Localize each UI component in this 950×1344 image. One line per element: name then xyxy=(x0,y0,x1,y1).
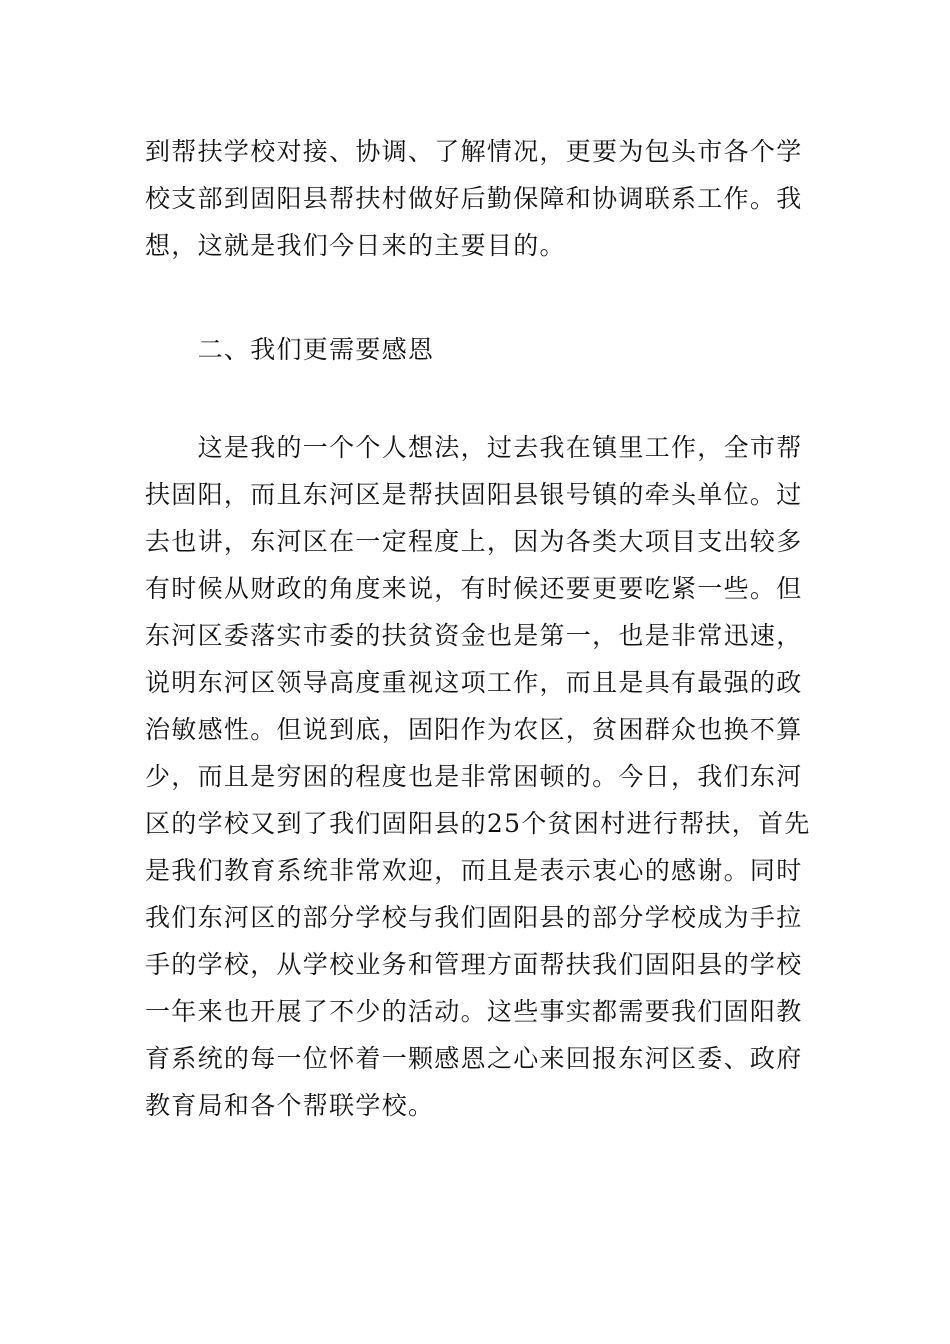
paragraph-line: 我们东河区的部分学校与我们固阳县的部分学校成为手拉 xyxy=(145,903,803,932)
paragraph-line: 一年来也开展了不少的活动。这些事实都需要我们固阳教 xyxy=(145,997,803,1026)
paragraph-line: 教育局和各个帮联学校。 xyxy=(145,1091,435,1120)
paragraph-line: 育系统的每一位怀着一颗感恩之心来回报东河区委、政府 xyxy=(145,1044,803,1073)
paragraph-line: 有时候从财政的角度来说，有时候还要更要吃紧一些。但 xyxy=(145,574,803,603)
paragraph-line: 东河区委落实市委的扶贫资金也是第一，也是非常迅速， xyxy=(145,621,803,650)
paragraph-gratitude xyxy=(145,424,811,1129)
paragraph-line: 扶固阳，而且东河区是帮扶固阳县银号镇的牵头单位。过 xyxy=(145,480,803,509)
paragraph-line: 手的学校，从学校业务和管理方面帮扶我们固阳县的学校 xyxy=(145,950,803,979)
paragraph-line: 校支部到固阳县帮扶村做好后勤保障和协调联系工作。我 xyxy=(145,184,803,213)
paragraph-line: 少，而且是穷困的程度也是非常困顿的。今日，我们东河 xyxy=(145,762,803,791)
paragraph-line: 想，这就是我们今日来的主要目的。 xyxy=(145,231,566,260)
paragraph-line: 区的学校又到了我们固阳县的25个贫困村进行帮扶，首先 xyxy=(145,809,811,838)
paragraph-line: 是我们教育系统非常欢迎，而且是表示衷心的感谢。同时 xyxy=(145,856,803,885)
paragraph-line: 说明东河区领导高度重视这项工作，而且是具有最强的政 xyxy=(145,668,803,697)
paragraph-line: 去也讲，东河区在一定程度上，因为各类大项目支出较多 xyxy=(145,527,803,556)
paragraph-intro xyxy=(145,128,807,269)
section-heading xyxy=(145,326,807,373)
section-heading-text: 二、我们更需要感恩 xyxy=(145,335,435,364)
paragraph-line: 到帮扶学校对接、协调、了解情况，更要为包头市各个学 xyxy=(145,137,803,166)
paragraph-line: 这是我的一个个人想法，过去我在镇里工作，全市帮 xyxy=(145,433,803,462)
paragraph-line: 治敏感性。但说到底，固阳作为农区，贫困群众也换不算 xyxy=(145,715,803,744)
